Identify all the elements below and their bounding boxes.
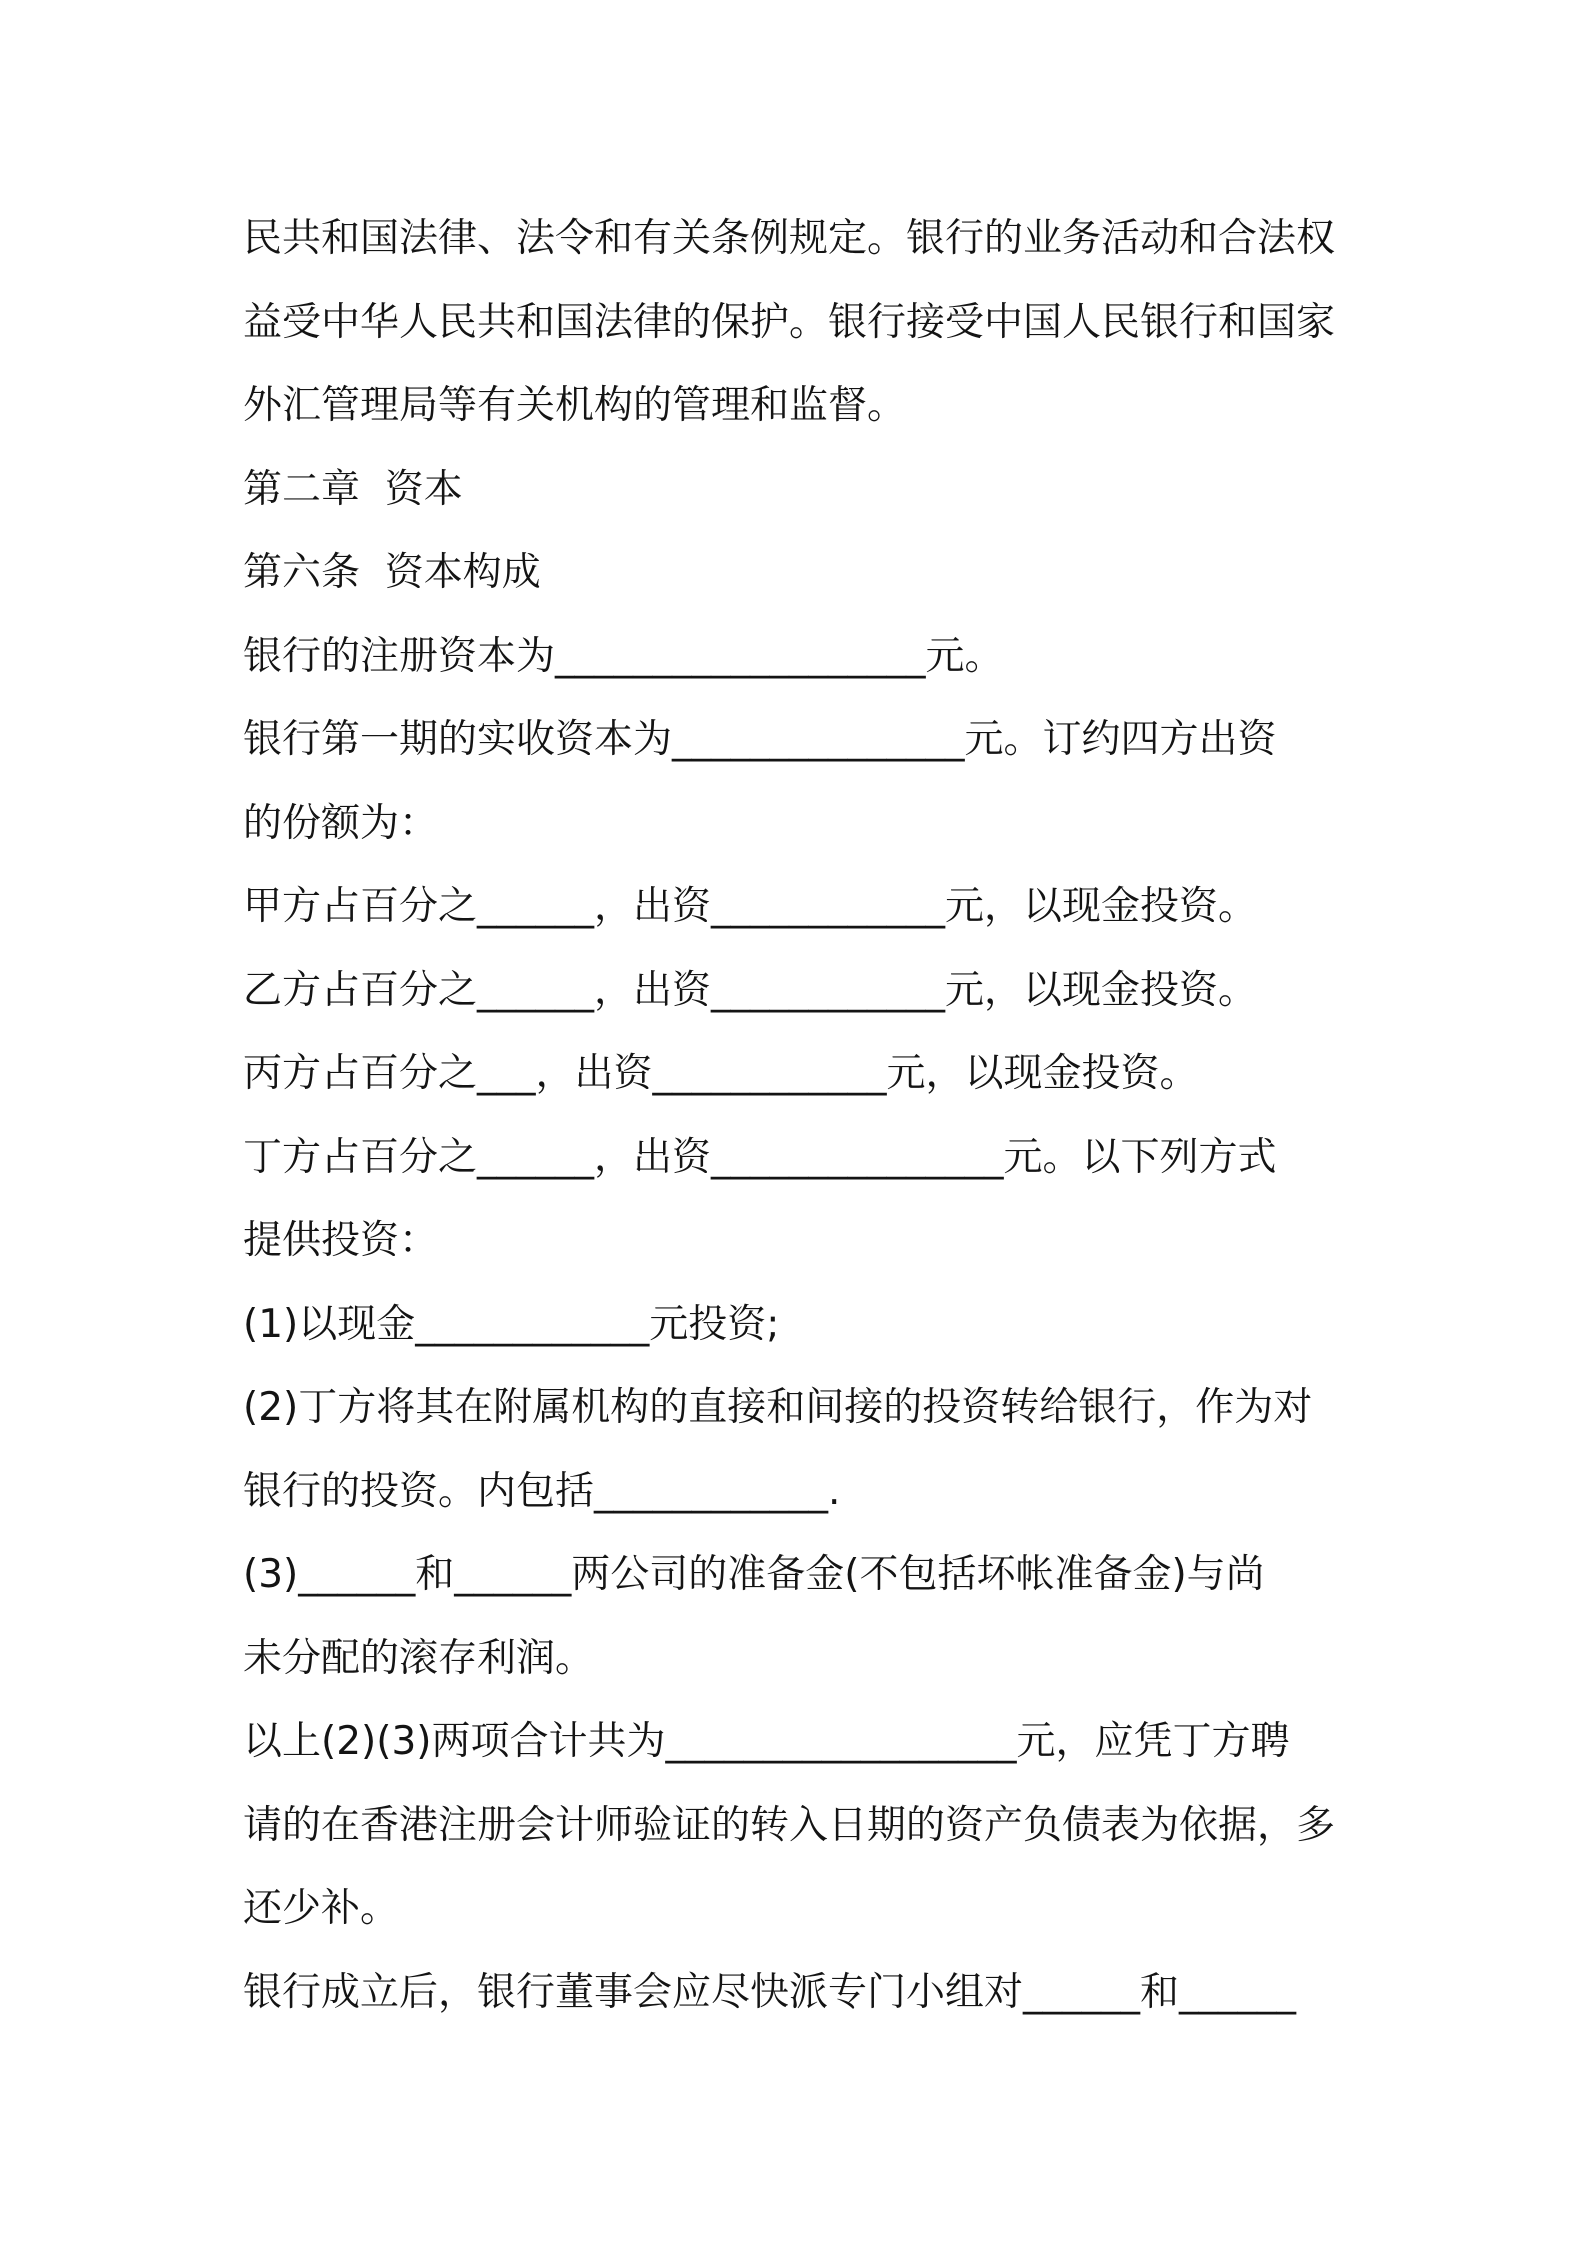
- article-heading: 第六条 资本构成: [243, 550, 541, 595]
- text-line: 未分配的滚存利润。: [243, 1635, 595, 1681]
- text-line: (3)______和______两公司的准备金(不包括坏帐准备金)与尚: [243, 1552, 1265, 1597]
- text-line: 以上(2)(3)两项合计共为__________________元，应凭丁方聘: [243, 1719, 1290, 1764]
- text-line: 甲方占百分之______，出资____________元，以现金投资。: [243, 884, 1258, 929]
- chapter-heading: 第二章 资本: [243, 466, 463, 512]
- text-line: 还少补。: [243, 1886, 400, 1931]
- text-line: 丁方占百分之______，出资_______________元。以下列方式: [243, 1134, 1277, 1180]
- text-line: 银行成立后，银行董事会应尽快派专门小组对______和______: [243, 1969, 1297, 2015]
- text-line: 益受中华人民共和国法律的保护。银行接受中国人民银行和国家: [243, 299, 1336, 345]
- text-line: 银行的注册资本为___________________元。: [243, 633, 1004, 679]
- text-line: 民共和国法律、法令和有关条例规定。银行的业务活动和合法权: [243, 216, 1336, 261]
- text-line: 银行的投资。内包括____________.: [243, 1468, 841, 1514]
- text-line: 提供投资：: [243, 1218, 439, 1263]
- text-line: 请的在香港注册会计师验证的转入日期的资产负债表为依据，多: [243, 1802, 1336, 1848]
- text-line: 丙方占百分之___，出资____________元，以现金投资。: [243, 1051, 1199, 1096]
- text-line: (2)丁方将其在附属机构的直接和间接的投资转给银行，作为对: [243, 1385, 1313, 1430]
- text-line: 银行第一期的实收资本为_______________元。订约四方出资: [243, 717, 1277, 762]
- text-line: 乙方占百分之______，出资____________元，以现金投资。: [243, 967, 1258, 1013]
- text-line: 的份额为：: [243, 800, 439, 846]
- text-line: 外汇管理局等有关机构的管理和监督。: [243, 383, 907, 428]
- text-line: (1)以现金____________元投资;: [243, 1301, 780, 1347]
- document-body: [243, 197, 1358, 2034]
